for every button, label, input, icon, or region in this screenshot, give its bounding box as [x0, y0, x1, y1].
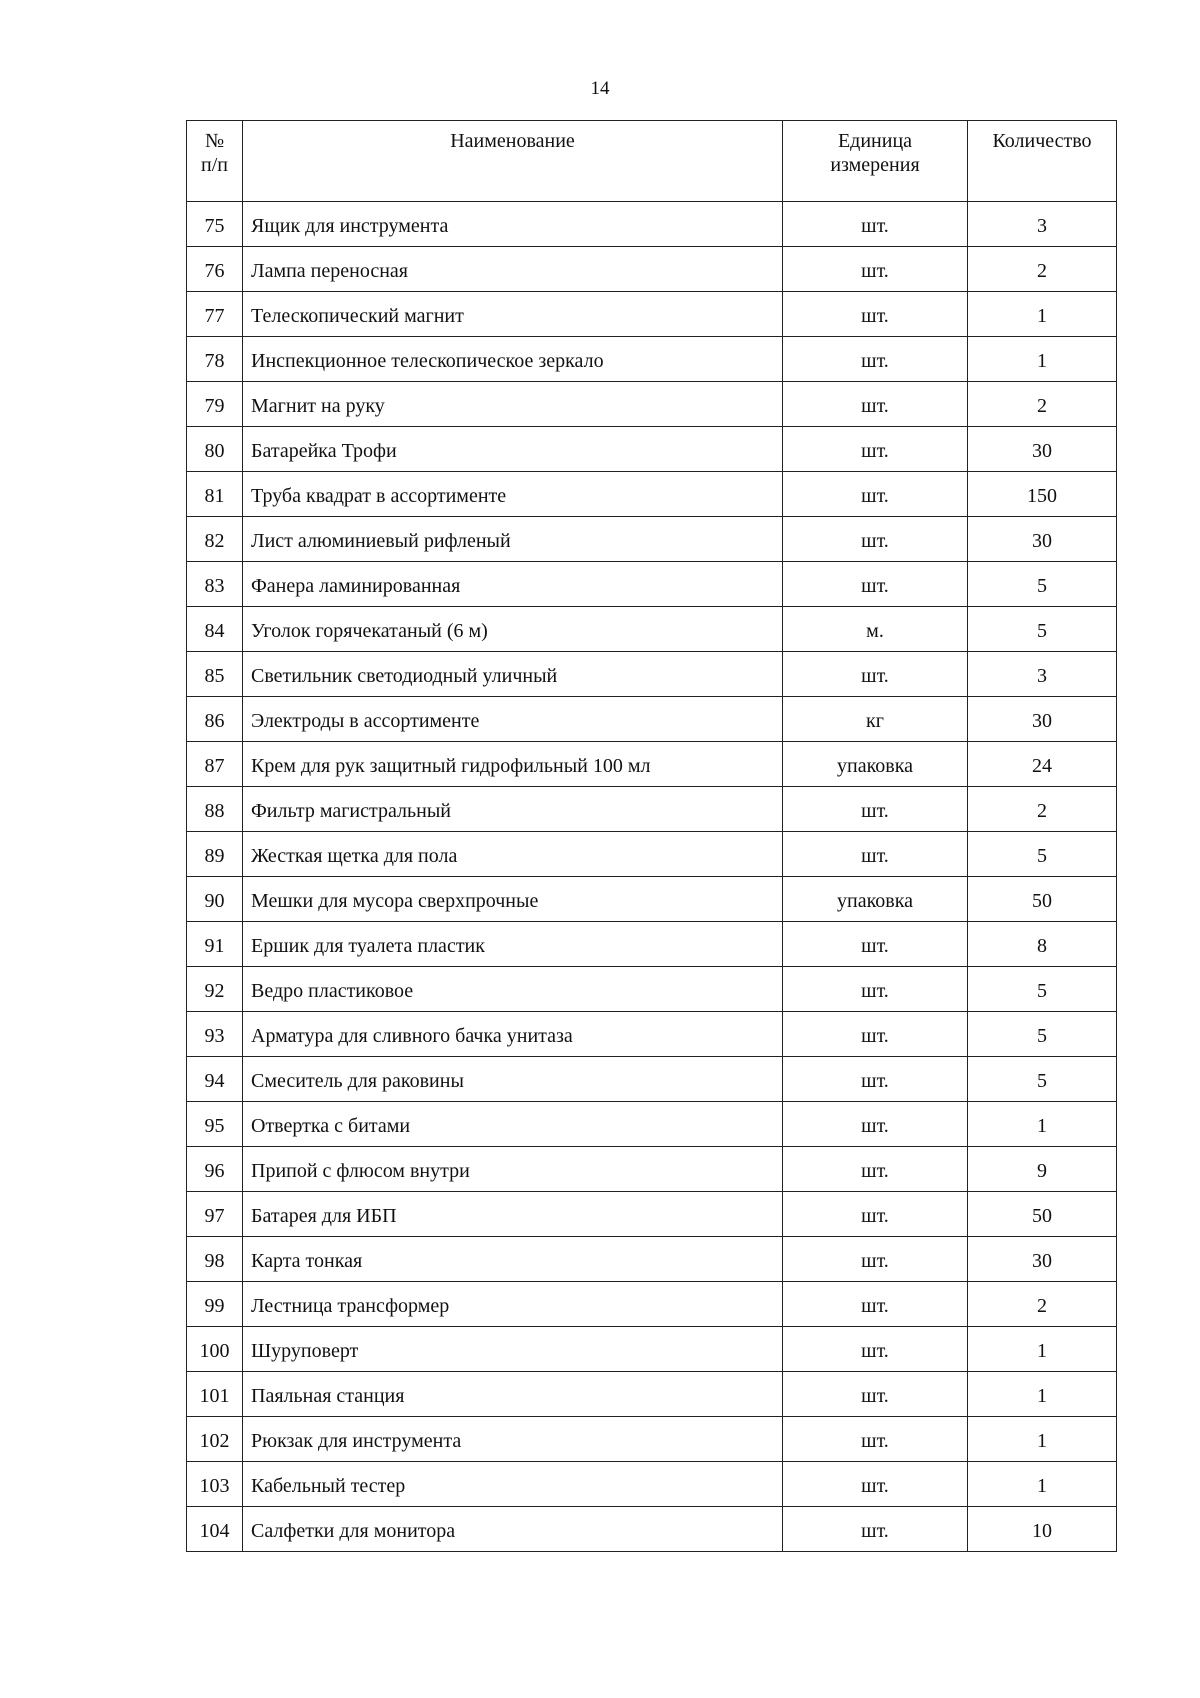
quantity-cell: 2	[968, 787, 1117, 832]
item-name-cell: Ведро пластиковое	[243, 967, 783, 1012]
header-unit-line1: Единица	[837, 130, 913, 152]
unit-cell: шт.	[783, 382, 968, 427]
unit-cell: шт.	[783, 1102, 968, 1147]
row-number-cell: 91	[187, 922, 243, 967]
quantity-cell: 2	[968, 1282, 1117, 1327]
unit-cell: упаковка	[783, 742, 968, 787]
header-name-label: Наименование	[450, 130, 575, 152]
row-number-cell: 85	[187, 652, 243, 697]
table-row	[187, 1057, 1117, 1102]
item-name-cell: Ершик для туалета пластик	[243, 922, 783, 967]
unit-cell: шт.	[783, 472, 968, 517]
row-number-cell: 100	[187, 1327, 243, 1372]
row-number-cell: 89	[187, 832, 243, 877]
row-number-cell: 82	[187, 517, 243, 562]
unit-cell: шт.	[783, 652, 968, 697]
row-number-cell: 87	[187, 742, 243, 787]
item-name-cell: Жесткая щетка для пола	[243, 832, 783, 877]
row-number-cell: 88	[187, 787, 243, 832]
page-number: 14	[590, 78, 610, 99]
unit-cell: м.	[783, 607, 968, 652]
table-row	[187, 1192, 1117, 1237]
unit-cell: шт.	[783, 1462, 968, 1507]
unit-cell: шт.	[783, 1192, 968, 1237]
row-number-cell: 77	[187, 292, 243, 337]
row-number-cell: 95	[187, 1102, 243, 1147]
quantity-cell: 5	[968, 562, 1117, 607]
header-number-line2: п/п	[201, 154, 228, 176]
item-name-cell: Арматура для сливного бачка унитаза	[243, 1012, 783, 1057]
table-row	[187, 877, 1117, 922]
table-row	[187, 1102, 1117, 1147]
row-number-cell: 83	[187, 562, 243, 607]
table-row	[187, 1327, 1117, 1372]
unit-cell: шт.	[783, 922, 968, 967]
unit-cell: шт.	[783, 1057, 968, 1102]
quantity-cell: 9	[968, 1147, 1117, 1192]
item-name-cell: Фанера ламинированная	[243, 562, 783, 607]
table-row	[187, 742, 1117, 787]
item-name-cell: Паяльная станция	[243, 1372, 783, 1417]
table-row	[187, 832, 1117, 877]
header-unit	[783, 121, 968, 202]
unit-cell: шт.	[783, 517, 968, 562]
item-name-cell: Салфетки для монитора	[243, 1507, 783, 1552]
table-row	[187, 787, 1117, 832]
table-row	[187, 427, 1117, 472]
row-number-cell: 96	[187, 1147, 243, 1192]
table-row	[187, 337, 1117, 382]
table-row	[187, 967, 1117, 1012]
quantity-cell: 5	[968, 967, 1117, 1012]
item-name-cell: Светильник светодиодный уличный	[243, 652, 783, 697]
quantity-cell: 8	[968, 922, 1117, 967]
quantity-cell: 1	[968, 292, 1117, 337]
header-number	[187, 121, 243, 202]
row-number-cell: 93	[187, 1012, 243, 1057]
scan-speck	[1040, 1570, 1041, 1571]
quantity-cell: 2	[968, 382, 1117, 427]
row-number-cell: 104	[187, 1507, 243, 1552]
item-name-cell: Уголок горячекатаный (6 м)	[243, 607, 783, 652]
item-name-cell: Отвертка с битами	[243, 1102, 783, 1147]
table-row	[187, 1012, 1117, 1057]
header-quantity-label: Количество	[992, 130, 1092, 152]
quantity-cell: 150	[968, 472, 1117, 517]
row-number-cell: 79	[187, 382, 243, 427]
item-name-cell: Фильтр магистральный	[243, 787, 783, 832]
table-row	[187, 1282, 1117, 1327]
header-number-line1: №	[204, 130, 225, 152]
header-quantity	[968, 121, 1117, 202]
item-name-cell: Ящик для инструмента	[243, 202, 783, 247]
quantity-cell: 1	[968, 337, 1117, 382]
unit-cell: шт.	[783, 337, 968, 382]
unit-cell: шт.	[783, 1282, 968, 1327]
quantity-cell: 30	[968, 697, 1117, 742]
quantity-cell: 1	[968, 1372, 1117, 1417]
table-row	[187, 1237, 1117, 1282]
quantity-cell: 5	[968, 1057, 1117, 1102]
item-name-cell: Магнит на руку	[243, 382, 783, 427]
item-name-cell: Рюкзак для инструмента	[243, 1417, 783, 1462]
item-name-cell: Лестница трансформер	[243, 1282, 783, 1327]
unit-cell: шт.	[783, 967, 968, 1012]
unit-cell: шт.	[783, 427, 968, 472]
unit-cell: кг	[783, 697, 968, 742]
quantity-cell: 1	[968, 1462, 1117, 1507]
quantity-cell: 50	[968, 877, 1117, 922]
quantity-cell: 3	[968, 652, 1117, 697]
row-number-cell: 75	[187, 202, 243, 247]
quantity-cell: 5	[968, 832, 1117, 877]
quantity-cell: 3	[968, 202, 1117, 247]
quantity-cell: 30	[968, 517, 1117, 562]
quantity-cell: 1	[968, 1327, 1117, 1372]
unit-cell: шт.	[783, 1147, 968, 1192]
table-row	[187, 1372, 1117, 1417]
unit-cell: шт.	[783, 292, 968, 337]
item-name-cell: Кабельный тестер	[243, 1462, 783, 1507]
table-row	[187, 382, 1117, 427]
row-number-cell: 98	[187, 1237, 243, 1282]
header-row	[187, 121, 1117, 202]
row-number-cell: 101	[187, 1372, 243, 1417]
item-name-cell: Крем для рук защитный гидрофильный 100 мл	[243, 742, 783, 787]
quantity-cell: 30	[968, 427, 1117, 472]
table-row	[187, 1417, 1117, 1462]
row-number-cell: 86	[187, 697, 243, 742]
unit-cell: шт.	[783, 562, 968, 607]
quantity-cell: 1	[968, 1102, 1117, 1147]
unit-cell: упаковка	[783, 877, 968, 922]
row-number-cell: 84	[187, 607, 243, 652]
table-row	[187, 472, 1117, 517]
row-number-cell: 102	[187, 1417, 243, 1462]
quantity-cell: 30	[968, 1237, 1117, 1282]
quantity-cell: 50	[968, 1192, 1117, 1237]
item-name-cell: Инспекционное телескопическое зеркало	[243, 337, 783, 382]
unit-cell: шт.	[783, 832, 968, 877]
row-number-cell: 94	[187, 1057, 243, 1102]
table-row	[187, 562, 1117, 607]
item-name-cell: Шуруповерт	[243, 1327, 783, 1372]
item-name-cell: Лампа переносная	[243, 247, 783, 292]
header-unit-line2: измерения	[830, 154, 920, 176]
quantity-cell: 5	[968, 1012, 1117, 1057]
table-row	[187, 697, 1117, 742]
table-row	[187, 1507, 1117, 1552]
item-name-cell: Труба квадрат в ассортименте	[243, 472, 783, 517]
quantity-cell: 24	[968, 742, 1117, 787]
row-number-cell: 97	[187, 1192, 243, 1237]
unit-cell: шт.	[783, 1372, 968, 1417]
row-number-cell: 99	[187, 1282, 243, 1327]
item-name-cell: Мешки для мусора сверхпрочные	[243, 877, 783, 922]
quantity-cell: 5	[968, 607, 1117, 652]
table-row	[187, 1147, 1117, 1192]
row-number-cell: 81	[187, 472, 243, 517]
table-row	[187, 652, 1117, 697]
item-name-cell: Смеситель для раковины	[243, 1057, 783, 1102]
quantity-cell: 2	[968, 247, 1117, 292]
row-number-cell: 90	[187, 877, 243, 922]
table-body	[187, 202, 1117, 1552]
items-table	[186, 120, 1117, 1552]
item-name-cell: Карта тонкая	[243, 1237, 783, 1282]
table-row	[187, 247, 1117, 292]
unit-cell: шт.	[783, 1417, 968, 1462]
item-name-cell: Батарея для ИБП	[243, 1192, 783, 1237]
table-row	[187, 922, 1117, 967]
unit-cell: шт.	[783, 247, 968, 292]
row-number-cell: 76	[187, 247, 243, 292]
item-name-cell: Телескопический магнит	[243, 292, 783, 337]
unit-cell: шт.	[783, 202, 968, 247]
table-row	[187, 292, 1117, 337]
item-name-cell: Лист алюминиевый рифленый	[243, 517, 783, 562]
unit-cell: шт.	[783, 1507, 968, 1552]
unit-cell: шт.	[783, 1327, 968, 1372]
item-name-cell: Батарейка Трофи	[243, 427, 783, 472]
table-row	[187, 202, 1117, 247]
row-number-cell: 78	[187, 337, 243, 382]
table-row	[187, 517, 1117, 562]
item-name-cell: Электроды в ассортименте	[243, 697, 783, 742]
unit-cell: шт.	[783, 1237, 968, 1282]
row-number-cell: 103	[187, 1462, 243, 1507]
table-header	[187, 121, 1117, 202]
row-number-cell: 92	[187, 967, 243, 1012]
table-row	[187, 607, 1117, 652]
table-row	[187, 1462, 1117, 1507]
unit-cell: шт.	[783, 787, 968, 832]
header-name	[243, 121, 783, 202]
quantity-cell: 10	[968, 1507, 1117, 1552]
item-name-cell: Припой с флюсом внутри	[243, 1147, 783, 1192]
unit-cell: шт.	[783, 1012, 968, 1057]
quantity-cell: 1	[968, 1417, 1117, 1462]
row-number-cell: 80	[187, 427, 243, 472]
